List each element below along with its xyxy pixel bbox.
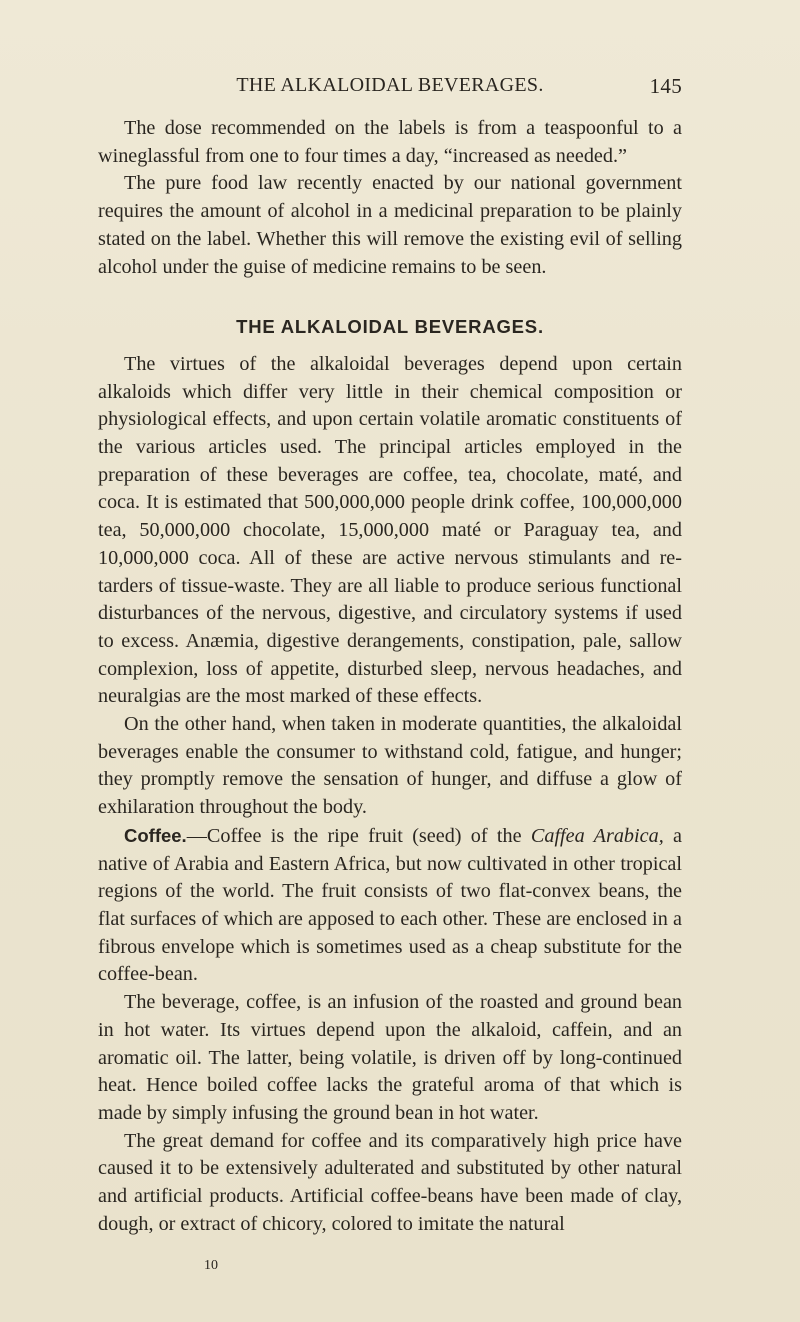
paragraph-text: —Coffee is the ripe fruit (seed) of the [186,824,531,847]
paragraph: The dose recommended on the labels is from a teaspoonful to a wineglassful from one to four times a day, “increased as needed.” [98,117,682,167]
paragraph-coffee [98,822,682,989]
paragraph-text: a native of Arabia and Eastern Africa, but now cultivated in other tropical regions of the world. The fruit consists of two flat-convex beans, the flat surfaces of which are apposed to each other. These are enclosed in a fibrous envelope which is sometimes used as a cheap substitute for the coffee-bean. [98,824,683,986]
paragraph: The great demand for coffee and its comparatively high price have caused it to be extensively adulterated and substituted by other natural and artificial products. Artificial coffee-beans have been made of clay, dough, or extract of chicory, colored to imitate the natural [98,1129,682,1235]
body-text [98,115,682,1238]
species-name: Caffea Arabica, [530,824,664,847]
page-number: 145 [649,74,682,98]
paragraph: The pure food law recently enacted by our national government requires the amount of alcohol in a medicinal preparation to be plainly stated on the label. Whether this will remove the existing evil of selling alcohol under the guise of medicine remains to be seen. [98,172,682,278]
paragraph: On the other hand, when taken in moderate quantities, the alkaloidal beverages enable the consumer to withstand cold, fatigue, and hunger; they promptly remove the sensation of hunger, and diffuse a glow of exhilaration throughout the body. [98,713,682,819]
section-heading: THE ALKALOIDAL BEVERAGES. [236,316,544,338]
signature-mark: 10 [204,1258,218,1273]
paragraph: The beverage, coffee, is an infusion of the roasted and ground bean in hot water. Its virtues depend upon the alkaloid, caffein, and an aromatic oil. The latter, being volatile, is driven off by long-continued heat. Hence boiled coffee lacks the grateful aroma of that which is made by simply infusing the ground bean in hot water. [98,991,682,1124]
running-title: THE ALKALOIDAL BEVERAGES. [236,74,544,96]
paragraph: The virtues of the alkaloidal beverages depend upon certain alkaloids which differ very little in their chemical composition or physiological effects, and upon certain volatile aromatic constituents of the various articles used. The principal articles employed in the preparation of these beverages are coffee, tea, chocolate, maté, and coca. It is estimated that 500,000,000 people drink coffee, 100,000,000 tea, 50,000,000 chocolate, 15,000,000 maté or Paraguay tea, and 10,000,000 coca. All of these are active nervous stimulants and retarders of tissue-waste. They are all liable to produce serious functional disturbances of the nervous, digestive, and circulatory systems if used to excess. Anæmia, digestive derangements, constipation, pale, sallow complexion, loss of appetite, disturbed sleep, nervous headaches, and neuralgias are the most marked of these effects. [98,352,682,708]
running-head [98,74,682,102]
run-in-heading: Coffee. [124,824,187,846]
